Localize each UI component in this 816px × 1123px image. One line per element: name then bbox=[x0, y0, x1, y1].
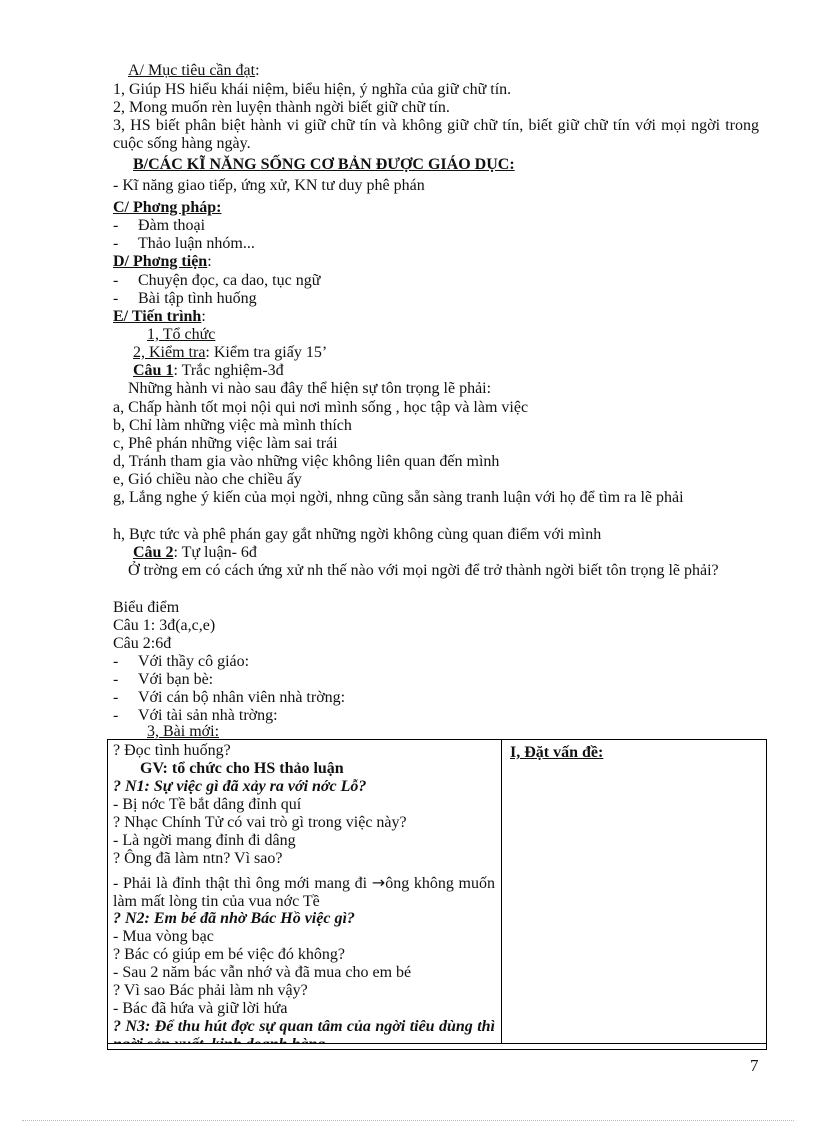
table-line: - Phải là đỉnh thật thì ông mới mang đi →ông không muốn làm mất lòng tin của vua nớc Tề bbox=[113, 873, 496, 910]
table-line: - Bác đã hứa và giữ lời hứa bbox=[113, 1000, 288, 1017]
question-2-text: Ở trờng em có cách ứng xử nh thế nào với mọi ngời để trở thành ngời biết tôn trọng lẽ phải? bbox=[128, 562, 719, 579]
table-line: - Mua vòng bạc bbox=[113, 928, 214, 945]
activity-column bbox=[113, 742, 495, 1050]
question-1-option: d, Tránh tham gia vào những việc không liên quan đến mình bbox=[113, 453, 500, 470]
lesson-table bbox=[107, 739, 767, 1050]
table-line: ? Ông đã làm ntn? Vì sao? bbox=[113, 850, 283, 867]
section-d-heading: D/ Phơng tiện: bbox=[113, 253, 212, 270]
table-line: - Bị nớc Tề bắt dâng đỉnh quí bbox=[113, 796, 302, 813]
scoring-item: - Với bạn bè: bbox=[113, 671, 214, 688]
scoring-item: - Với cán bộ nhân viên nhà trờng: bbox=[113, 689, 346, 706]
method-item: - Thảo luận nhóm... bbox=[113, 235, 255, 252]
objective-item: 1, Giúp HS hiểu khái niệm, biểu hiện, ý nghĩa của giữ chữ tín. bbox=[113, 81, 512, 98]
section-e-title: E/ Tiến trình bbox=[113, 308, 202, 325]
section-c-title: C/ Phơng pháp: bbox=[113, 199, 222, 216]
means-item: - Chuyện đọc, ca dao, tục ngữ bbox=[113, 272, 321, 289]
question-1-option: c, Phê phán những việc làm sai trái bbox=[113, 435, 338, 452]
question-1-option: e, Gió chiều nào che chiều ấy bbox=[113, 471, 302, 488]
scoring-item: - Với thầy cô giáo: bbox=[113, 653, 250, 670]
table-line: ? Vì sao Bác phải làm nh vậy? bbox=[113, 982, 308, 999]
footer-divider bbox=[22, 1120, 794, 1121]
arrow-right-icon: → bbox=[371, 873, 386, 892]
table-line: GV: tổ chức cho HS thảo luận bbox=[140, 760, 344, 777]
objective-item: 3, HS biết phân biệt hành vi giữ chữ tín và không giữ chữ tín, biết giữ chữ tín với mọi ngời trong cuộc sống hàng ngày. bbox=[113, 117, 759, 152]
scoring-q2: Câu 2:6đ bbox=[113, 635, 172, 652]
means-item: - Bài tập tình huống bbox=[113, 290, 257, 307]
column-divider bbox=[501, 740, 502, 1049]
table-line: ? N2: Em bé đã nhờ Bác Hồ việc gì? bbox=[113, 910, 355, 927]
page-number: 7 bbox=[750, 1056, 759, 1075]
question-1-option: g, Lắng nghe ý kiến của mọi ngời, nhng cũng sẵn sàng tranh luận với họ để tìm ra lẽ phải bbox=[113, 489, 684, 506]
table-line: ? Bác có giúp em bé việc đó không? bbox=[113, 946, 345, 963]
question-1-option: a, Chấp hành tốt mọi nội qui nơi mình sống , học tập và làm việc bbox=[113, 399, 529, 416]
table-line: ? Đọc tình huống? bbox=[113, 742, 231, 759]
section-a-heading: A/ Mục tiêu cần đạt: bbox=[128, 62, 260, 79]
step-1: 1, Tổ chức bbox=[147, 326, 216, 343]
scoring-title: Biểu điểm bbox=[113, 599, 180, 616]
question-1-prompt: Những hành vi nào sau đây thể hiện sự tôn trọng lẽ phải: bbox=[128, 380, 492, 397]
section-d-title: D/ Phơng tiện bbox=[113, 253, 208, 270]
section-b-title: B/CÁC KĨ NĂNG SỐNG CƠ BẢN ĐƯỢC GIÁO DỤC: bbox=[133, 156, 515, 173]
question-1-option: h, Bực tức và phê phán gay gắt những ngời không cùng quan điểm với mình bbox=[113, 526, 602, 543]
table-line: - Là ngời mang đỉnh đi dâng bbox=[113, 832, 296, 849]
table-line: ? N1: Sự việc gì đã xảy ra với nớc Lỗ? bbox=[113, 778, 367, 795]
question-1-option: b, Chỉ làm những việc mà mình thích bbox=[113, 417, 352, 434]
right-column-heading: I, Đặt vấn đề: bbox=[510, 744, 604, 761]
scoring-q1: Câu 1: 3đ(a,c,e) bbox=[113, 617, 216, 634]
question-2-heading: Câu 2: Tự luận- 6đ bbox=[133, 544, 257, 561]
table-line: ? Nhạc Chính Tử có vai trò gì trong việc này? bbox=[113, 814, 407, 831]
table-line: ? N3: Để thu hút đợc sự quan tâm của ngời tiêu dùng thì bbox=[113, 1018, 495, 1035]
skills-item: - Kĩ năng giao tiếp, ứng xử, KN tư duy phê phán bbox=[113, 177, 425, 194]
objective-item: 2, Mong muốn rèn luyện thành ngời biết giữ chữ tín. bbox=[113, 99, 450, 116]
step-3: 3, Bài mới: bbox=[147, 723, 220, 740]
section-a-title: A/ Mục tiêu cần đạt bbox=[128, 62, 256, 79]
method-item: - Đàm thoại bbox=[113, 217, 206, 234]
section-e-heading: E/ Tiến trình: bbox=[113, 308, 206, 325]
question-1-heading: Câu 1: Trắc nghiệm-3đ bbox=[133, 362, 284, 379]
scoring-item: - Với tài sản nhà trờng: bbox=[113, 707, 278, 724]
table-line: - Sau 2 năm bác vẫn nhớ và đã mua cho em bé bbox=[113, 964, 412, 981]
step-2: 2, Kiểm tra: Kiểm tra giấy 15’ bbox=[133, 344, 328, 361]
